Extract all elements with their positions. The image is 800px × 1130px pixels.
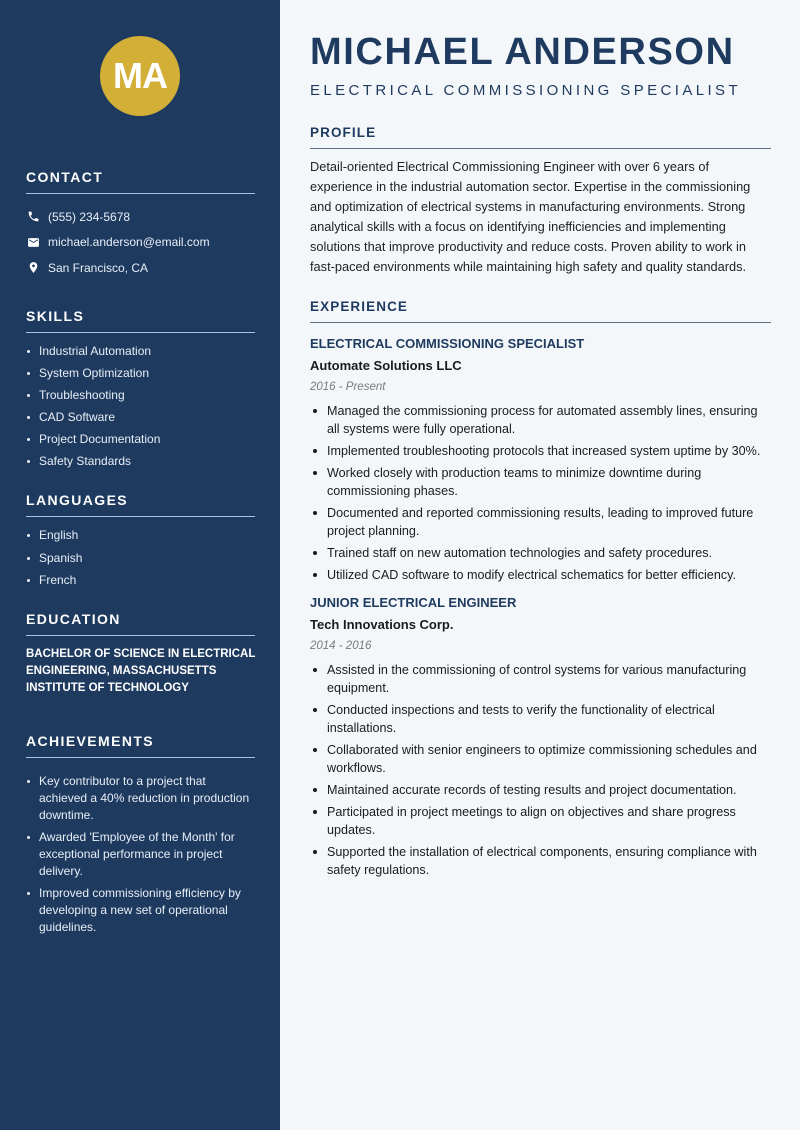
contact-phone-text[interactable]: (555) 234-5678 xyxy=(48,209,131,224)
language-item: Spanish xyxy=(26,550,254,567)
job-bullet: Managed the commissioning process for automated assembly lines, ensuring all systems were fully operational. xyxy=(310,402,771,438)
achievements-list xyxy=(26,773,254,936)
contact-location-text: San Francisco, CA xyxy=(48,260,149,275)
language-item: English xyxy=(26,527,254,544)
skills-list xyxy=(26,343,254,471)
job-company: Automate Solutions LLC xyxy=(310,358,462,373)
experience-heading: EXPERIENCE xyxy=(310,299,771,323)
job-bullet: Supported the installation of electrical components, ensuring compliance with safety regulations. xyxy=(310,843,771,879)
language-item: French xyxy=(26,572,254,589)
job-bullet: Conducted inspections and tests to verify the functionality of electrical installations. xyxy=(310,701,771,737)
skill-item: Project Documentation xyxy=(26,431,254,448)
achievement-item: Awarded 'Employee of the Month' for exceptional performance in project delivery. xyxy=(26,829,254,880)
education-degree: BACHELOR OF SCIENCE IN ELECTRICAL ENGINEERING, MASSACHUSETTS INSTITUTE OF TECHNOLOGY xyxy=(26,647,256,694)
job-dates: 2014 - 2016 xyxy=(310,640,372,652)
avatar-initials: MA xyxy=(113,55,167,96)
profile-section xyxy=(310,125,771,277)
job-title: JUNIOR ELECTRICAL ENGINEER xyxy=(310,595,517,610)
contact-heading: CONTACT xyxy=(26,169,255,194)
job-bullet: Participated in project meetings to align on objectives and share progress updates. xyxy=(310,803,771,839)
achievements-section xyxy=(26,733,254,936)
candidate-name: MICHAEL ANDERSON xyxy=(310,31,735,73)
contact-email xyxy=(26,230,254,256)
job-dates: 2016 - Present xyxy=(310,381,386,393)
job-bullet: Maintained accurate records of testing results and project documentation. xyxy=(310,781,771,799)
sidebar xyxy=(0,0,280,1130)
achievement-item: Key contributor to a project that achieved a 40% reduction in production downtime. xyxy=(26,773,254,824)
skills-heading: SKILLS xyxy=(26,308,255,333)
job-bullet: Collaborated with senior engineers to optimize commissioning schedules and workflows. xyxy=(310,741,771,777)
contact-phone xyxy=(26,204,254,230)
job-bullet: Implemented troubleshooting protocols that increased system uptime by 30%. xyxy=(310,442,771,460)
main-content xyxy=(280,0,800,1130)
contact-list xyxy=(26,204,254,281)
skill-item: Safety Standards xyxy=(26,453,254,470)
skills-section xyxy=(26,308,254,471)
languages-heading: LANGUAGES xyxy=(26,492,255,517)
job-bullets xyxy=(310,661,771,879)
job-bullet: Documented and reported commissioning results, leading to improved future project planning. xyxy=(310,504,771,540)
job-title: ELECTRICAL COMMISSIONING SPECIALIST xyxy=(310,336,585,351)
languages-list xyxy=(26,527,254,588)
email-icon xyxy=(26,235,40,249)
skill-item: CAD Software xyxy=(26,409,254,426)
experience-section xyxy=(310,299,771,879)
job-bullet: Trained staff on new automation technologies and safety procedures. xyxy=(310,544,771,562)
job-bullet: Utilized CAD software to modify electrical schematics for better efficiency. xyxy=(310,566,771,584)
contact-section xyxy=(26,169,254,281)
education-section xyxy=(26,611,254,697)
job-bullet: Assisted in the commissioning of control systems for various manufacturing equipment. xyxy=(310,661,771,697)
job-bullets xyxy=(310,402,771,584)
avatar xyxy=(100,36,180,116)
achievements-heading: ACHIEVEMENTS xyxy=(26,733,255,758)
contact-location xyxy=(26,255,254,281)
skill-item: Industrial Automation xyxy=(26,343,254,360)
profile-text: Detail-oriented Electrical Commissioning Engineer with over 6 years of experience in the industrial automation sector. Expertise in the commissioning and optimization of electrical systems in manufacturing environments. Strong analytical skills with a focus on identifying inefficiencies and implementing solutions that improve productivity and reduce costs. Proven ability to work in fast-paced environments while maintaining high safety and quality standards. xyxy=(310,159,751,274)
job-bullet: Worked closely with production teams to minimize downtime during commissioning phases. xyxy=(310,464,771,500)
contact-email-text[interactable]: michael.anderson@email.com xyxy=(48,235,210,250)
location-pin-icon xyxy=(26,261,40,275)
languages-section xyxy=(26,492,254,588)
achievement-item: Improved commissioning efficiency by developing a new set of operational guidelines. xyxy=(26,885,254,936)
skill-item: System Optimization xyxy=(26,365,254,382)
job-entry xyxy=(310,594,771,879)
candidate-title: ELECTRICAL COMMISSIONING SPECIALIST xyxy=(310,82,742,99)
job-company: Tech Innovations Corp. xyxy=(310,617,454,632)
skill-item: Troubleshooting xyxy=(26,387,254,404)
education-heading: EDUCATION xyxy=(26,611,255,636)
phone-icon xyxy=(26,210,40,224)
job-entry xyxy=(310,335,771,584)
profile-heading: PROFILE xyxy=(310,125,771,149)
